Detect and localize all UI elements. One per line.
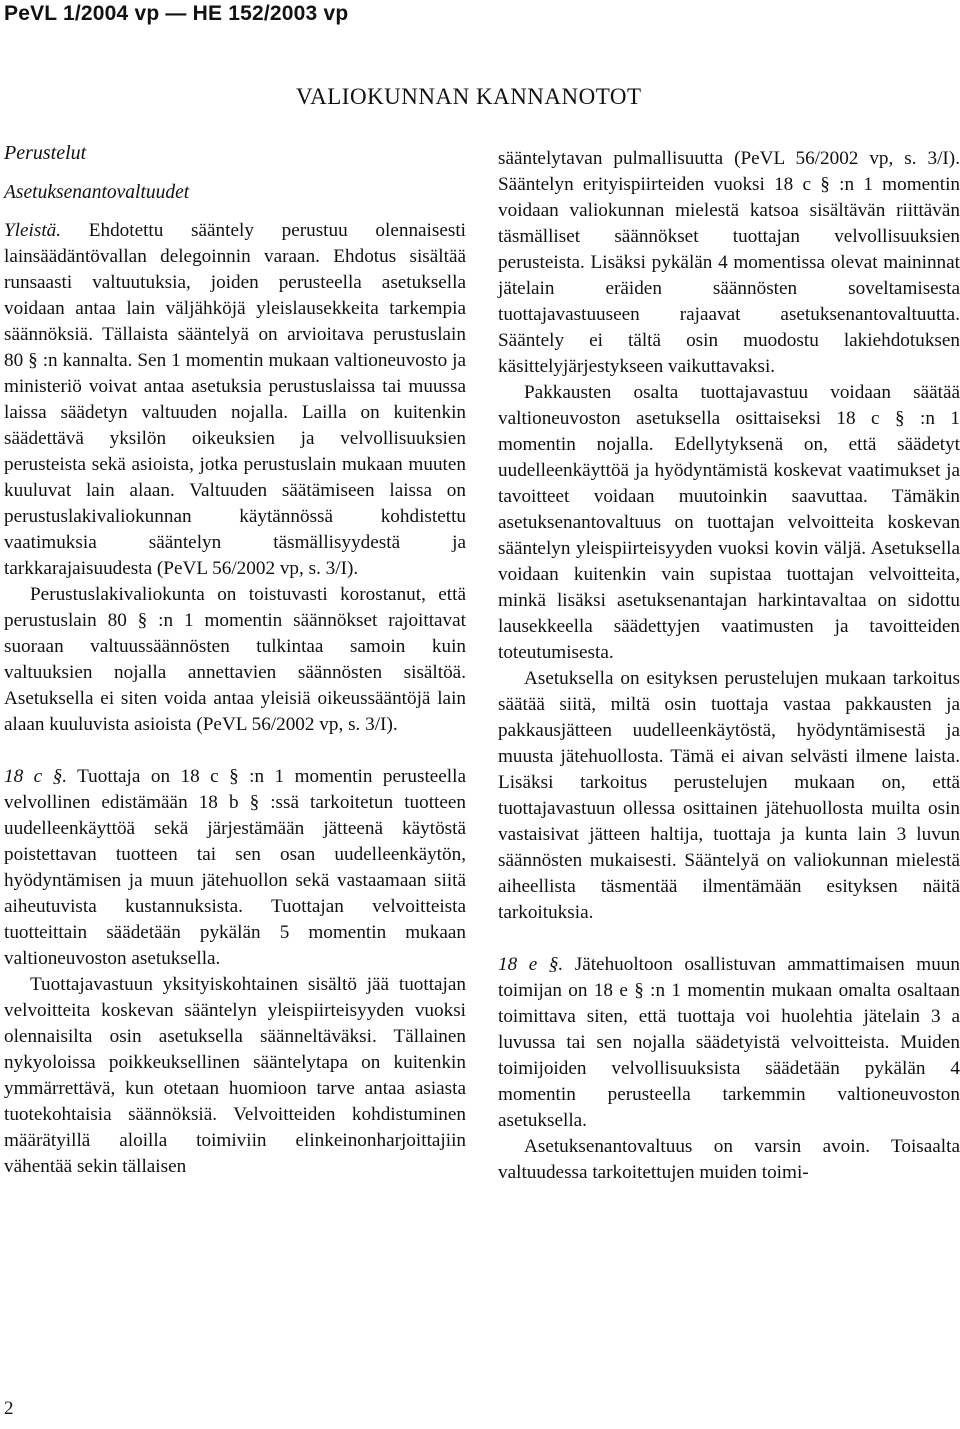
paragraph: [4, 764, 466, 972]
paragraph-lead: 18 c §.: [4, 766, 68, 787]
paragraph: [4, 218, 466, 582]
paragraph-text: Ehdotettu sääntely perustuu olennaisesti lainsäädäntövallan delegoinnin varaan. Ehdotus sisältää runsaasti valtuutuksia, joiden perusteella asetuksella voidaan antaa lain väljähköjä yleislausekkeita tarkempia säännöksiä. Tällaista sääntelyä on arvioitava perustuslain 80 § :n kannalta. Sen 1 momentin mukaan valtioneuvosto ja ministeriö voivat antaa asetuksia perustuslaissa tai muussa laissa säädetyn valtuuden nojalla. Lailla on kuitenkin säädettävä yksilön oikeuksien ja velvollisuuksien perusteista sekä asioista, jotka perustuslain mukaan muuten kuuluvat lain alaan. Valtuuden säätämiseen laissa on perustuslakivaliokunnan käytännössä kohdistettu vaatimuksia sääntelyn täsmällisyydestä ja tarkkarajaisuudesta (PeVL 56/2002 vp, s. 3/I).: [4, 220, 466, 579]
section-heading: Perustelut: [4, 142, 87, 164]
paragraph-lead: Yleistä.: [4, 220, 62, 241]
paragraph-text: Jätehuoltoon osallistuvan ammattimaisen muun toimijan on 18 e § :n 1 momentin mukaan omalta osaltaan toimittava siten, että tuottaja voi huolehtia jätelain 3 a luvussa tai sen nojalla säädetyistä velvoitteista. Muiden toimijoiden velvollisuuksista säädetään pykälän 4 momentin perusteella tarkemmin valtioneuvoston asetuksella.: [498, 954, 960, 1131]
paragraph: Asetuksella on esityksen perustelujen mukaan tarkoitus säätää siitä, miltä osin tuottaja vastaa pakkausten ja pakkausjätteen uudelleenkäytöstä, hyödyntämisestä ja muusta jätehuollosta. Tämä ei aivan selvästi ilmene laista. Lisäksi tarkoitus perustelujen mukaan on, että tuottajavastuun ollessa osittainen jätehuollosta muilta osin vastaisivat jätteen haltija, tuottaja ja kunta lain 3 luvun säännösten mukaisesti. Sääntelyä on valiokunnan mielestä aiheellista täsmentää ilmentämään esityksen näitä tarkoituksia.: [498, 668, 960, 923]
paragraph: Asetuksenantovaltuus on varsin avoin. Toisaalta valtuudessa tarkoitettujen muiden toimi-: [498, 1136, 960, 1183]
paragraph: sääntelytavan pulmallisuutta (PeVL 56/2002 vp, s. 3/I). Sääntelyn erityispiirteiden vuoksi 18 c § :n 1 momentin voidaan valiokunnan mielestä katsoa sisältävän riittävän täsmälliset säännökset tuottajan velvollisuuksien perusteista. Lisäksi pykälän 4 momentissa olevat maininnat jätelain eräiden säännösten soveltamisesta tuottajavastuuseen rajaavat asetuksenantovaltuutta. Sääntely ei tältä osin muodostu lakiehdotuksen käsittelyjärjestykseen vaikuttavaksi.: [498, 148, 960, 377]
paragraph: Tuottajavastuun yksityiskohtainen sisältö jää tuottajan velvoitteita koskevan sääntelyn yleispiirteisyyden vuoksi olennaisilta osin asetuksella säänneltäväksi. Tällainen nykyoloissa poikkeuksellinen sääntelytapa on kuitenkin ymmärrettävä, kun otetaan huomioon tarve antaa asiasta tuotekohtaisia säännöksiä. Velvoitteiden kohdistuminen määrätyillä aloilla toimiviin elinkeinonharjoittajiin vähentää sekin tällaisen: [4, 974, 466, 1177]
paragraph: Pakkausten osalta tuottajavastuu voidaan säätää valtioneuvoston asetuksella osittaiseksi 18 c § :n 1 momentin nojalla. Edellytyksenä on, että säädetyt uudelleenkäyttöä ja hyödyntämistä koskevat vaatimukset ja tavoitteet voidaan muutoinkin saavuttaa. Tämäkin asetuksenantovaltuus on tuottajan velvoitteita koskevan sääntelyn yleispiirteisyyden vuoksi kovin väljä. Asetuksella voidaan kuitenkin vain supistaa tuottajan velvoitteita, minkä lisäksi asetuksenantajan harkintavaltaa on sidottu lausekkeella säädettyjen vaatimusten ja tavoitteiden toteutumisesta.: [498, 382, 960, 663]
running-header: PeVL 1/2004 vp — HE 152/2003 vp: [4, 2, 349, 25]
left-column: [4, 140, 466, 1180]
right-column: [498, 146, 960, 1186]
paragraph: Perustuslakivaliokunta on toistuvasti korostanut, että perustuslain 80 § :n 1 momentin säännökset rajoittavat suoraan valtuussäännösten tulkintaa samoin kuin valtuuksien nojalla annettavien säännösten sisältöä. Asetuksella ei siten voida antaa yleisiä oikeussääntöjä lain alaan kuuluvista asioista (PeVL 56/2002 vp, s. 3/I).: [4, 584, 466, 735]
subsection-heading: Asetuksenantovaltuudet: [4, 182, 190, 203]
page-number: 2: [4, 1398, 14, 1419]
paragraph: [498, 952, 960, 1134]
paragraph-lead: 18 e §.: [498, 954, 564, 975]
section-title: VALIOKUNNAN KANNANOTOT: [296, 84, 642, 109]
paragraph-text: Tuottaja on 18 c § :n 1 momentin perusteella velvollinen edistämään 18 b § :ssä tarkoitetun tuotteen uudelleenkäyttöä sekä järjestämään jätteenä käytöstä poistettavan tuotteen tai sen osan uudelleenkäytön, hyödyntämisen ja muun jätehuollon sekä vastaamaan siitä aiheutuvista kustannuksista. Tuottajan velvoitteista tuotteittain säädetään pykälän 5 momentin mukaan valtioneuvoston asetuksella.: [4, 766, 466, 969]
